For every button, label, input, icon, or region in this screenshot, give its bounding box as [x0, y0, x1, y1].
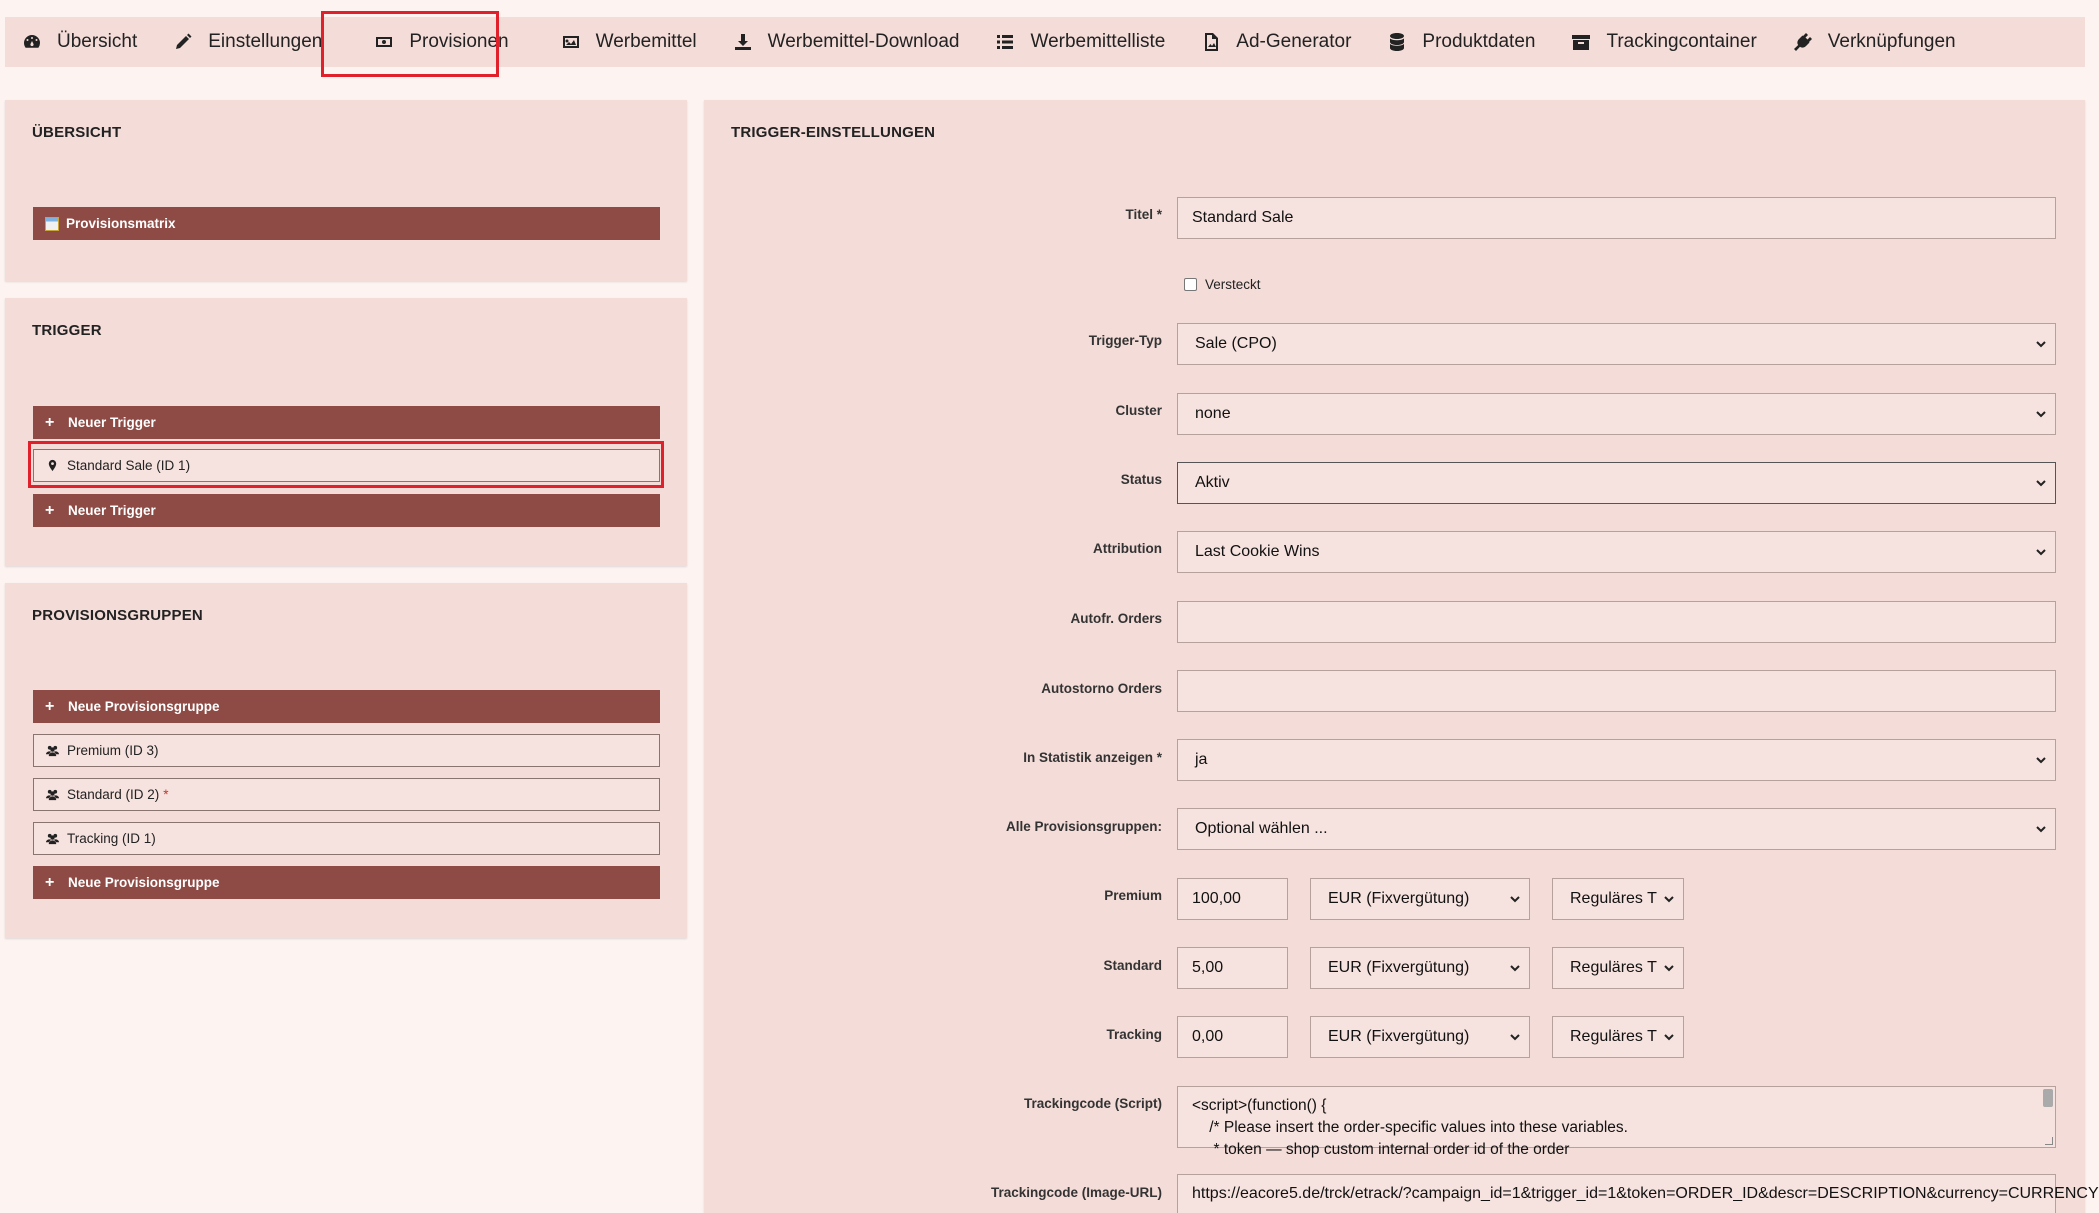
new-trigger-button-top[interactable]: [33, 406, 660, 439]
dashboard-icon: [22, 32, 42, 52]
all-groups-value: Optional wählen ...: [1195, 820, 1328, 837]
group-item-label: Standard (ID 2): [67, 787, 160, 802]
tab-werbemittel[interactable]: [561, 17, 697, 67]
trigger-title: TRIGGER: [32, 322, 102, 339]
download-icon: [733, 32, 753, 52]
premium-amount-input[interactable]: [1177, 878, 1288, 920]
tab-provisionen[interactable]: [374, 17, 508, 67]
plus-icon: +: [45, 873, 55, 891]
plus-icon: +: [45, 697, 55, 715]
tracking-label: Tracking: [1106, 1027, 1162, 1042]
trigger-item-label: Standard Sale (ID 1): [67, 458, 191, 473]
trigger-type-select[interactable]: [1177, 323, 2056, 365]
group-item-label: Premium (ID 3): [67, 743, 159, 758]
table-icon: [45, 217, 59, 231]
new-group-label: Neue Provisionsgruppe: [68, 699, 220, 714]
users-icon: [45, 744, 59, 758]
group-item-tracking[interactable]: [33, 822, 660, 855]
overview-title: ÜBERSICHT: [32, 124, 122, 141]
cluster-select[interactable]: [1177, 393, 2056, 435]
stats-label: In Statistik anzeigen *: [1023, 750, 1162, 765]
autostorno-orders-label: Autostorno Orders: [1041, 681, 1162, 696]
script-line: * token — shop custom internal order id of the order: [1192, 1141, 1570, 1158]
group-item-standard[interactable]: [33, 778, 660, 811]
chevron-down-icon: [2035, 407, 2047, 419]
tracking-currency-select[interactable]: [1310, 1016, 1530, 1058]
premium-type-select[interactable]: [1552, 878, 1684, 920]
standard-currency-value: EUR (Fixvergütung): [1328, 959, 1470, 976]
titel-input[interactable]: [1177, 197, 2056, 239]
resize-handle-icon[interactable]: [2045, 1137, 2053, 1145]
overview-panel: [5, 100, 687, 281]
script-label: Trackingcode (Script): [1023, 1096, 1162, 1111]
tracking-type-value: Reguläres T: [1570, 1028, 1657, 1045]
tab-label: Trackingcontainer: [1606, 31, 1757, 52]
titel-value: Standard Sale: [1192, 209, 1294, 226]
trigger-panel: [5, 298, 687, 566]
chevron-down-icon: [2035, 476, 2047, 488]
standard-label: Standard: [1103, 958, 1162, 973]
autofr-orders-input[interactable]: [1177, 601, 2056, 643]
hidden-checkbox-row[interactable]: [1184, 277, 1261, 292]
standard-amount-value: 5,00: [1192, 959, 1224, 976]
new-group-button-top[interactable]: [33, 690, 660, 723]
attribution-label: Attribution: [1093, 541, 1162, 556]
textarea-scrollbar[interactable]: [2043, 1089, 2053, 1107]
pencil-icon: [173, 32, 193, 52]
trigger-settings-title: TRIGGER-EINSTELLUNGEN: [731, 124, 936, 141]
tracking-script-textarea[interactable]: [1177, 1086, 2056, 1158]
tab-label: Provisionen: [409, 31, 509, 52]
tracking-amount-value: 0,00: [1192, 1028, 1224, 1045]
image-url-label: Trackingcode (Image-URL): [990, 1185, 1162, 1200]
chevron-down-icon: [1663, 961, 1675, 973]
tab-label: Werbemittel: [595, 31, 697, 52]
tab-verknuepfungen[interactable]: [1793, 17, 1956, 67]
attribution-select[interactable]: [1177, 531, 2056, 573]
tracking-currency-value: EUR (Fixvergütung): [1328, 1028, 1470, 1045]
chevron-down-icon: [1509, 961, 1521, 973]
trigger-item-standard-sale[interactable]: [33, 449, 660, 482]
new-trigger-label: Neuer Trigger: [68, 503, 156, 518]
tab-label: Übersicht: [57, 31, 138, 52]
provisionsmatrix-label: Provisionsmatrix: [66, 216, 176, 231]
status-label: Status: [1120, 472, 1162, 487]
tracking-type-select[interactable]: [1552, 1016, 1684, 1058]
plus-icon: +: [45, 413, 55, 431]
tab-werbemittelliste[interactable]: [995, 17, 1165, 67]
premium-amount-value: 100,00: [1192, 890, 1241, 907]
plus-icon: +: [45, 501, 55, 519]
tab-produktdaten[interactable]: [1387, 17, 1535, 67]
tab-label: Werbemittel-Download: [767, 31, 960, 52]
archive-icon: [1571, 32, 1591, 52]
cluster-label: Cluster: [1115, 403, 1162, 418]
tab-ad-generator[interactable]: [1201, 17, 1351, 67]
chevron-down-icon: [2035, 822, 2047, 834]
new-group-label: Neue Provisionsgruppe: [68, 875, 220, 890]
tracking-amount-input[interactable]: [1177, 1016, 1288, 1058]
attribution-value: Last Cookie Wins: [1195, 543, 1320, 560]
autofr-orders-label: Autofr. Orders: [1070, 611, 1162, 626]
titel-label: Titel *: [1125, 207, 1162, 222]
standard-type-select[interactable]: [1552, 947, 1684, 989]
autostorno-orders-input[interactable]: [1177, 670, 2056, 712]
tab-label: Verknüpfungen: [1827, 31, 1956, 52]
premium-currency-select[interactable]: [1310, 878, 1530, 920]
tracking-image-url-value: https://eacore5.de/trck/etrack/?campaign_id=1&trigger_id=1&token=ORDER_ID&descr=DESCRIPTION&currency=CURRENCY: [1192, 1185, 2099, 1202]
chevron-down-icon: [2035, 753, 2047, 765]
file-image-icon: [1201, 32, 1221, 52]
tab-einstellungen[interactable]: [173, 17, 322, 67]
plug-icon: [1793, 32, 1813, 52]
new-trigger-button-bottom[interactable]: [33, 494, 660, 527]
chevron-down-icon: [2035, 337, 2047, 349]
users-icon: [45, 788, 59, 802]
all-groups-select[interactable]: [1177, 808, 2056, 850]
tab-label: Ad-Generator: [1236, 31, 1352, 52]
commission-groups-title: PROVISIONSGRUPPEN: [32, 607, 203, 624]
database-icon: [1387, 32, 1407, 52]
group-item-premium[interactable]: [33, 734, 660, 767]
tab-uebersicht[interactable]: [22, 17, 137, 67]
new-group-button-bottom[interactable]: [33, 866, 660, 899]
status-value: Aktiv: [1195, 474, 1230, 491]
tab-label: Produktdaten: [1422, 31, 1536, 52]
provisionsmatrix-button[interactable]: [33, 207, 660, 240]
chevron-down-icon: [1663, 892, 1675, 904]
hidden-checkbox[interactable]: [1184, 278, 1197, 291]
chevron-down-icon: [1509, 1030, 1521, 1042]
image-icon: [561, 32, 581, 52]
premium-type-value: Reguläres T: [1570, 890, 1657, 907]
script-line: <script>(function() {: [1192, 1097, 1327, 1114]
status-select[interactable]: [1177, 462, 2056, 504]
map-marker-icon: [45, 459, 59, 473]
users-icon: [45, 832, 59, 846]
all-groups-label: Alle Provisionsgruppen:: [1005, 819, 1162, 834]
cluster-value: none: [1195, 405, 1231, 422]
chevron-down-icon: [1663, 1030, 1675, 1042]
main-tab-bar: [5, 17, 2085, 67]
tracking-image-url-input[interactable]: [1177, 1174, 2099, 1213]
money-icon: [374, 32, 394, 52]
standard-currency-select[interactable]: [1310, 947, 1530, 989]
stats-select[interactable]: [1177, 739, 2056, 781]
tab-trackingcontainer[interactable]: [1571, 17, 1756, 67]
list-icon: [995, 32, 1015, 52]
tab-label: Einstellungen: [208, 31, 323, 52]
group-item-label: Tracking (ID 1): [67, 831, 156, 846]
chevron-down-icon: [1509, 892, 1521, 904]
standard-amount-input[interactable]: [1177, 947, 1288, 989]
premium-currency-value: EUR (Fixvergütung): [1328, 890, 1470, 907]
trigger-type-label: Trigger-Typ: [1088, 333, 1162, 348]
tab-label: Werbemittelliste: [1030, 31, 1166, 52]
chevron-down-icon: [2035, 545, 2047, 557]
hidden-label: Versteckt: [1205, 277, 1261, 292]
commission-groups-panel: [5, 583, 687, 938]
standard-type-value: Reguläres T: [1570, 959, 1657, 976]
trigger-type-value: Sale (CPO): [1195, 335, 1277, 352]
default-group-marker: *: [163, 787, 169, 802]
new-trigger-label: Neuer Trigger: [68, 415, 156, 430]
premium-label: Premium: [1104, 888, 1162, 903]
tab-werbemittel-download[interactable]: [733, 17, 960, 67]
stats-value: ja: [1195, 751, 1208, 768]
script-line: /* Please insert the order-specific values into these variables.: [1192, 1119, 1628, 1136]
